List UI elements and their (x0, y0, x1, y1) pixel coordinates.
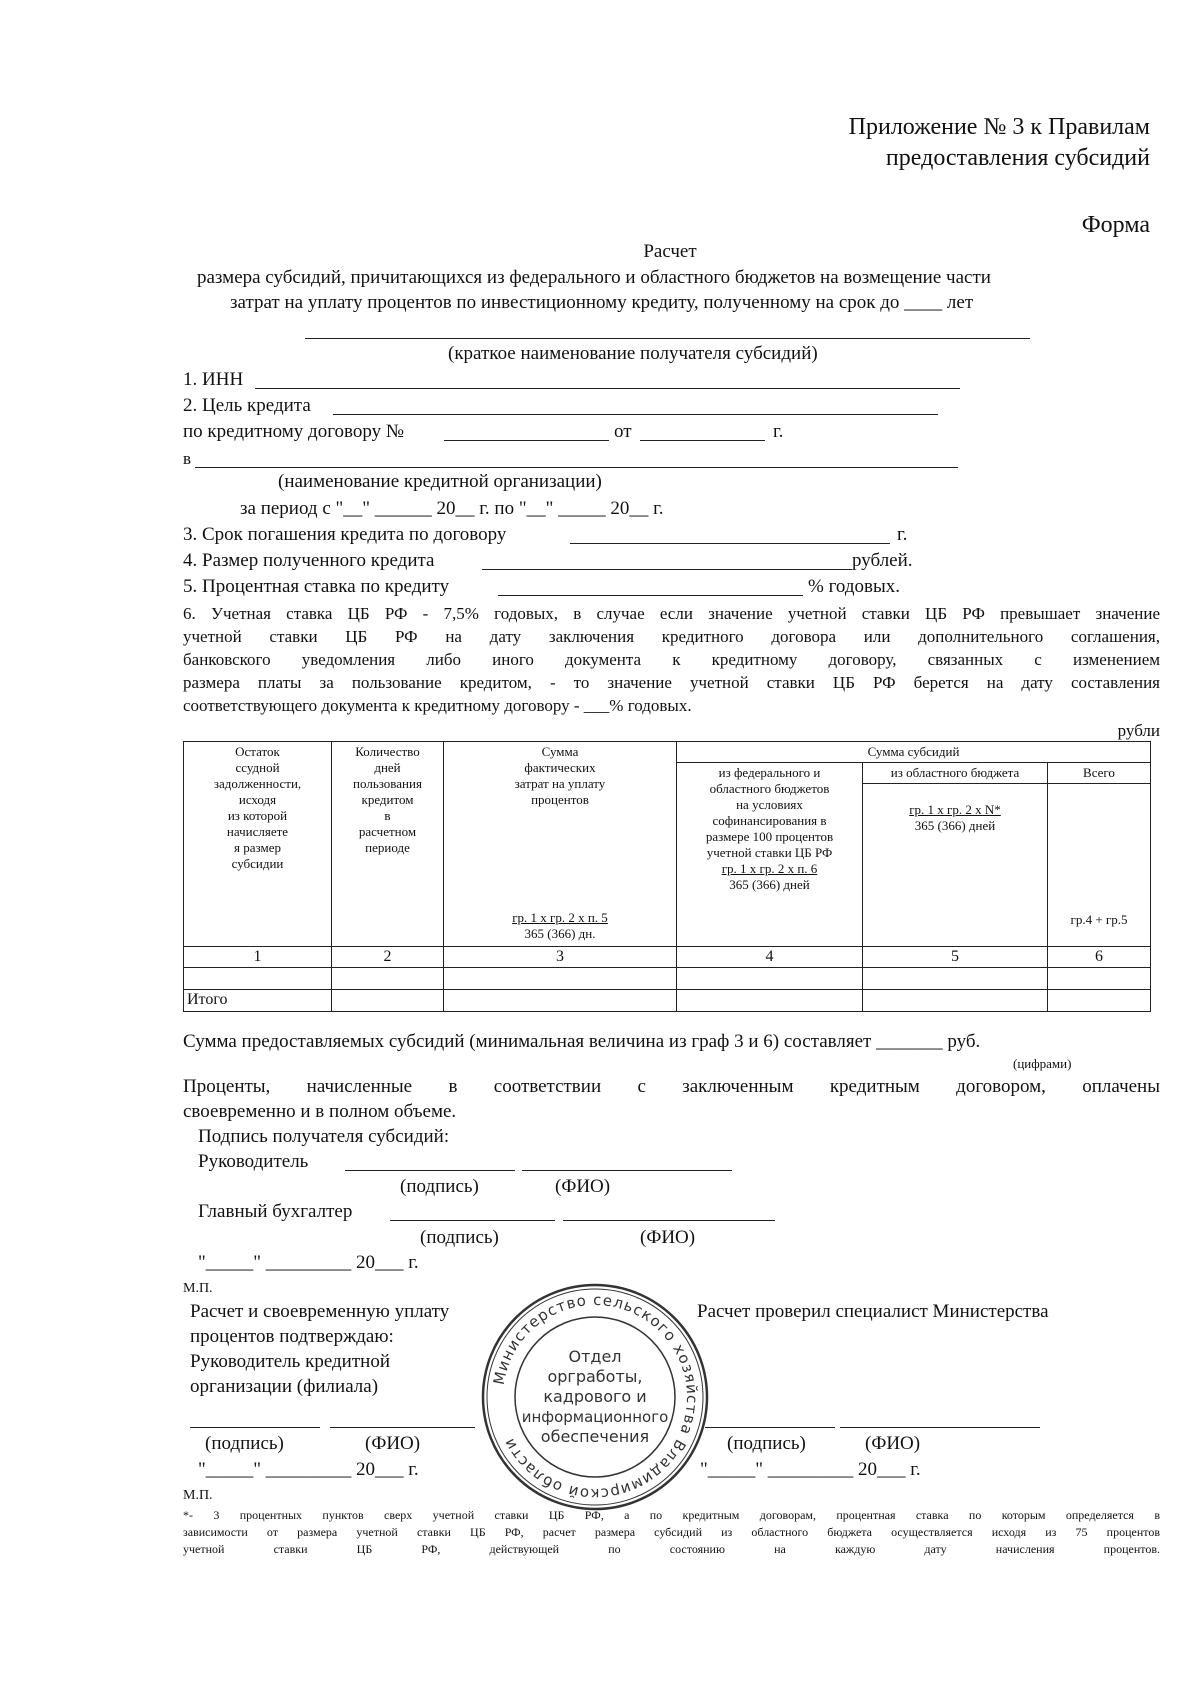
f3-suffix: г. (897, 524, 908, 545)
appendix-line-2: предоставления субсидий (885, 145, 1150, 171)
total-row[interactable] (184, 990, 1151, 1012)
digits-caption: (цифрами) (1013, 1056, 1072, 1071)
p6-line-1: 6. Учетная ставка ЦБ РФ - 7,5% годовых, в случае если значение учетной ставки ЦБ РФ превышает значение (183, 604, 1160, 623)
col3-header: Сумма фактических затрат на уплату процентов гр. 1 х гр. 2 х п. 5 365 (366) дн. (444, 742, 677, 947)
currency-label: рубли (1117, 721, 1160, 740)
col6-header: Всего гр.4 + гр.5 (1048, 763, 1151, 947)
ministry-fio-field[interactable] (840, 1427, 1040, 1428)
ministry-date-line: "_____" _________ 20___ г. (700, 1459, 921, 1480)
purpose-label: 2. Цель кредита (183, 395, 311, 416)
chief-accountant-label: Главный бухгалтер (198, 1201, 353, 1222)
stamp-center-5: обеспечения (540, 1427, 650, 1446)
purpose-field[interactable] (333, 414, 938, 415)
p6-line-2: учетной ставки ЦБ РФ на дату заключения кредитного договора или дополнительного соглашения, (183, 627, 1160, 646)
f4-field[interactable] (482, 569, 852, 570)
interest-line-1: Проценты, начисленные в соответствии с заключенным кредитным договором, оплачены (183, 1076, 1160, 1097)
subsidy-table (183, 741, 1151, 1012)
total-label: Итого (184, 990, 332, 1012)
recipient-name-line (305, 338, 1030, 339)
bank-sign-caption: (подпись) (205, 1433, 284, 1454)
col1-header: Остаток ссудной задолженности, исходя из которой начисляете я размер субсидии (184, 742, 332, 947)
bank-caption: (наименование кредитной организации) (278, 471, 602, 492)
col6-formula: гр.4 + гр.5 (1070, 912, 1128, 927)
recipient-caption: (краткое наименование получателя субсидий) (448, 343, 818, 364)
f3-field[interactable] (570, 543, 890, 544)
bank-confirm-line-1: Расчет и своевременную уплату (190, 1301, 450, 1322)
in-label: в (183, 449, 192, 468)
accountant-fio-field[interactable] (563, 1220, 775, 1221)
column-numbers-row: 1 2 3 4 5 6 (184, 947, 1151, 968)
contract-from: от (614, 421, 632, 442)
bank-date-line: "_____" _________ 20___ г. (198, 1459, 419, 1480)
col3-formula-denominator: 365 (366) дн. (524, 926, 596, 941)
col4-header: из федерального и областного бюджетов на условиях софинансирования в размере 100 процентов учетной ставки ЦБ РФ гр. 1 х гр. 2 х п. 6 365 (366) дней (677, 763, 863, 947)
stamp-ring-text: Министерство сельского хозяйства Владимирской области (489, 1290, 702, 1504)
inn-field[interactable] (255, 388, 960, 389)
stamp-center-4: информационного (521, 1408, 669, 1426)
col4-formula-denominator: 365 (366) дней (729, 877, 810, 892)
bank-confirm-line-2: процентов подтверждаю: (190, 1326, 394, 1347)
contract-year: г. (773, 421, 784, 442)
title-line-2: размера субсидий, причитающихся из федерального и областного бюджетов на возмещение части (197, 267, 991, 288)
head-signature-field[interactable] (345, 1170, 515, 1171)
f4-suffix: рублей. (852, 550, 913, 571)
head-label: Руководитель (198, 1151, 309, 1172)
stamp-center-1: Отдел (568, 1347, 622, 1366)
col5-header: из областного бюджета гр. 1 х гр. 2 х N* 365 (366) дней (863, 763, 1048, 947)
accountant-sign-caption: (подпись) (420, 1227, 499, 1248)
ministry-stamp (480, 1282, 710, 1512)
bank-name-field[interactable] (195, 467, 958, 468)
contract-label: по кредитному договору № (183, 421, 405, 442)
footnote-line-1: *- 3 процентных пунктов сверх учетной ставки ЦБ РФ, а по кредитным договорам, процентная ставка по которым определяется в (183, 1508, 1160, 1522)
head-sign-caption: (подпись) (400, 1176, 479, 1197)
col4-formula-numerator: гр. 1 х гр. 2 х п. 6 (721, 861, 818, 876)
ministry-check-label: Расчет проверил специалист Министерства (697, 1301, 1049, 1322)
contract-date-field[interactable] (640, 440, 765, 441)
sum-line: Сумма предоставляемых субсидий (минимальная величина из граф 3 и 6) составляет _______ руб. (183, 1031, 981, 1052)
f5-label: 5. Процентная ставка по кредиту (183, 576, 450, 597)
f4-label: 4. Размер полученного кредита (183, 550, 435, 571)
stamp-center-3: кадрового и (543, 1387, 647, 1406)
bank-signature-field[interactable] (190, 1427, 320, 1428)
f5-suffix: % годовых. (808, 576, 901, 597)
p6-line-3: банковского уведомления либо иного документа к кредитному договору, связанных с изменением (183, 650, 1160, 669)
bank-fio-field[interactable] (330, 1427, 475, 1428)
title-line-1: Расчет (643, 241, 697, 262)
bank-fio-caption: (ФИО) (365, 1433, 421, 1454)
contract-number-field[interactable] (444, 440, 609, 441)
p6-line-5: соответствующего документа к кредитному договору - ___% годовых. (183, 696, 692, 715)
inn-label: 1. ИНН (183, 369, 244, 390)
col3-formula-numerator: гр. 1 х гр. 2 х п. 5 (512, 910, 608, 925)
mp-1: М.П. (183, 1281, 213, 1296)
footnote-line-2: зависимости от размера учетной ставки ЦБ РФ, расчет размера субсидий из областного бюджета осуществляется исходя из 75 процентов (183, 1525, 1160, 1539)
mp-2: М.П. (183, 1488, 213, 1503)
interest-line-2: своевременно и в полном объеме. (183, 1101, 457, 1122)
date-line-1: "_____" _________ 20___ г. (198, 1252, 419, 1273)
bank-head-line-1: Руководитель кредитной (190, 1351, 390, 1372)
subsidy-header: Сумма субсидий (677, 742, 1151, 763)
period-line: за период с "__" ______ 20__ г. по "__" _____ 20__ г. (240, 498, 664, 519)
head-fio-caption: (ФИО) (555, 1176, 611, 1197)
title-line-3: затрат на уплату процентов по инвестиционному кредиту, полученному на срок до ____ лет (230, 292, 974, 313)
col5-formula-denominator: 365 (366) дней (914, 818, 996, 833)
col5-formula-numerator: гр. 1 х гр. 2 х N* (909, 802, 1001, 817)
recipient-sign-label: Подпись получателя субсидий: (198, 1126, 450, 1147)
accountant-fio-caption: (ФИО) (640, 1227, 696, 1248)
accountant-signature-field[interactable] (390, 1220, 555, 1221)
appendix-line-1: Приложение № 3 к Правилам (848, 114, 1150, 140)
ministry-sign-caption: (подпись) (727, 1433, 806, 1454)
bank-head-line-2: организации (филиала) (190, 1376, 379, 1397)
form-label: Форма (1081, 212, 1150, 238)
p6-line-4: размера платы за пользование кредитом, - то значение учетной ставки ЦБ РФ берется на дату составления (183, 673, 1160, 692)
col2-header: Количество дней пользования кредитом в расчетном периоде (332, 742, 444, 947)
table-row[interactable] (184, 968, 1151, 990)
stamp-center-2: оргработы, (547, 1367, 643, 1386)
f5-field[interactable] (498, 595, 803, 596)
ministry-signature-field[interactable] (705, 1427, 835, 1428)
footnote-line-3: учетной ставки ЦБ РФ, действующей по состоянию на каждую дату начисления процентов. (183, 1542, 1160, 1556)
f3-label: 3. Срок погашения кредита по договору (183, 524, 507, 545)
head-fio-field[interactable] (522, 1170, 732, 1171)
ministry-fio-caption: (ФИО) (865, 1433, 921, 1454)
